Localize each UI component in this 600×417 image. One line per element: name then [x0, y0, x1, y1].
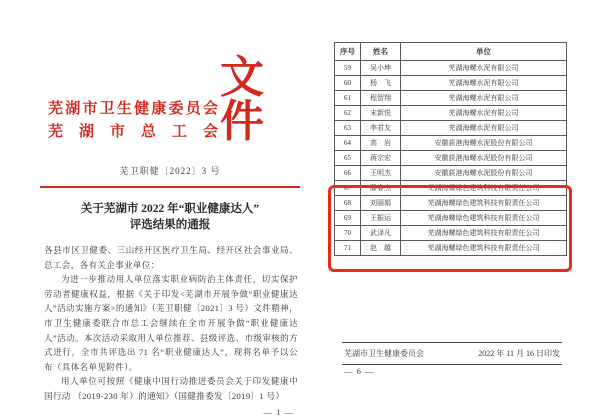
document-letterhead [30, 53, 310, 146]
roster-header-row [335, 43, 567, 61]
footer-print-date: 2022 年 11 月 16 日印发 [478, 349, 560, 358]
document-number: 芜卫职健〔2022〕3 号 [119, 166, 221, 176]
cell-index: 59 [335, 61, 361, 76]
cell-name: 吴小坤 [361, 61, 401, 76]
body-paragraph-2: 用人单位可按照《健康中国行动推进委员会关于印发健康中国行动 （2019-230 年）的通知》（国健推委发〔2019〕1 号） [44, 376, 298, 401]
document-body [44, 243, 298, 404]
org-name-line2: 芜湖市总工会 [48, 124, 218, 140]
col-header-unit: 单位 [401, 43, 567, 61]
cell-index: 66 [335, 166, 361, 181]
col-header-index: 序号 [335, 43, 361, 61]
table-row [335, 196, 567, 211]
document-footer [342, 342, 562, 365]
cell-unit: 芜湖海螺绿色建筑科技有限责任公司 [401, 196, 567, 211]
cell-unit: 芜湖海螺水泥有限公司 [401, 121, 567, 136]
cell-unit: 芜湖海螺绿色建筑科技有限责任公司 [401, 226, 567, 241]
table-row [335, 91, 567, 106]
cell-unit: 芜湖海螺水泥有限公司 [401, 91, 567, 106]
cell-name: 高 岩 [361, 136, 401, 151]
table-row [335, 106, 567, 121]
cell-unit: 安徽荻港海螺水泥股份有限公司 [401, 136, 567, 151]
org-name-line1: 芜湖市卫生健康委员会 [48, 101, 218, 117]
document-title-line2: 评选结果的通报 [129, 219, 211, 231]
table-row [335, 151, 567, 166]
roster-table-body [335, 61, 567, 256]
page-number-1: — 1 — [263, 406, 294, 417]
document-page-1 [30, 0, 310, 417]
cell-unit: 安徽荻港海螺水泥股份有限公司 [401, 151, 567, 166]
table-row [335, 181, 567, 196]
cell-unit: 芜湖海螺绿色建筑科技有限责任公司 [401, 181, 567, 196]
table-row [335, 61, 567, 76]
cell-index: 63 [335, 121, 361, 136]
issuing-organizations [48, 98, 218, 144]
addressee-line: 各县市区卫健委、三山经开区医疗卫生局、经开区社会事业局、总工会，各有关企事业单位： [44, 245, 298, 270]
table-row [335, 241, 567, 256]
cell-index: 62 [335, 106, 361, 121]
cell-name: 赵 越 [361, 241, 401, 256]
page-number-6: — 6 — [344, 366, 375, 376]
cell-unit: 安徽荻港海螺水泥股份有限公司 [401, 166, 567, 181]
cell-unit: 芜湖海螺绿色建筑科技有限责任公司 [401, 241, 567, 256]
cell-index: 67 [335, 181, 361, 196]
cell-name: 王振运 [361, 211, 401, 226]
body-paragraph-1: 为进一步推动用人单位落实职业病防治主体责任，切实保护劳动者健康权益，根据《关于印发<芜湖市开展争做“职业健康达人”活动实施方案>的通知》（芜卫职健〔2021〕3 号）文件精神，市卫生健康委联合市总工会继续在全市开展争做“职业健康达人”活动。本次活动采取用人单位推荐、县级评选、市级审核的方式进行，全市共评选出 71 名“职业健康达人”，现将名单予以公布（具体名单见附件）。 [44, 274, 298, 372]
table-row [335, 226, 567, 241]
cell-index: 65 [335, 151, 361, 166]
cell-index: 64 [335, 136, 361, 151]
red-divider-line [40, 186, 300, 188]
cell-name: 武泽凡 [361, 226, 401, 241]
document-page-6 [318, 0, 582, 400]
cell-name: 杨 飞 [361, 76, 401, 91]
document-title-line1: 关于芜湖市 2022 年“职业健康达人” [80, 203, 260, 215]
cell-index: 71 [335, 241, 361, 256]
cell-index: 68 [335, 196, 361, 211]
document-title [30, 201, 310, 233]
cell-name: 刘丽娟 [361, 196, 401, 211]
table-row [335, 136, 567, 151]
cell-name: 李君友 [361, 121, 401, 136]
cell-index: 61 [335, 91, 361, 106]
cell-name: 蒋宗宏 [361, 151, 401, 166]
cell-name: 滕春杰 [361, 181, 401, 196]
col-header-name: 姓名 [361, 43, 401, 61]
cell-unit: 芜湖海螺绿色建筑科技有限责任公司 [401, 211, 567, 226]
cell-index: 70 [335, 226, 361, 241]
cell-name: 王明杰 [361, 166, 401, 181]
document-word-mark: 文件 [220, 53, 262, 146]
table-row [335, 76, 567, 91]
table-row [335, 121, 567, 136]
roster-table [334, 42, 567, 256]
cell-index: 60 [335, 76, 361, 91]
cell-unit: 芜湖海螺水泥有限公司 [401, 106, 567, 121]
table-row [335, 166, 567, 181]
cell-name: 宋新悦 [361, 106, 401, 121]
roster-table-wrap [334, 42, 566, 256]
cell-name: 程智翔 [361, 91, 401, 106]
cell-unit: 芜湖海螺水泥有限公司 [401, 61, 567, 76]
footer-issuer: 芜湖市卫生健康委员会 [344, 349, 424, 358]
cell-index: 69 [335, 211, 361, 226]
cell-unit: 芜湖海螺水泥有限公司 [401, 76, 567, 91]
table-row [335, 211, 567, 226]
